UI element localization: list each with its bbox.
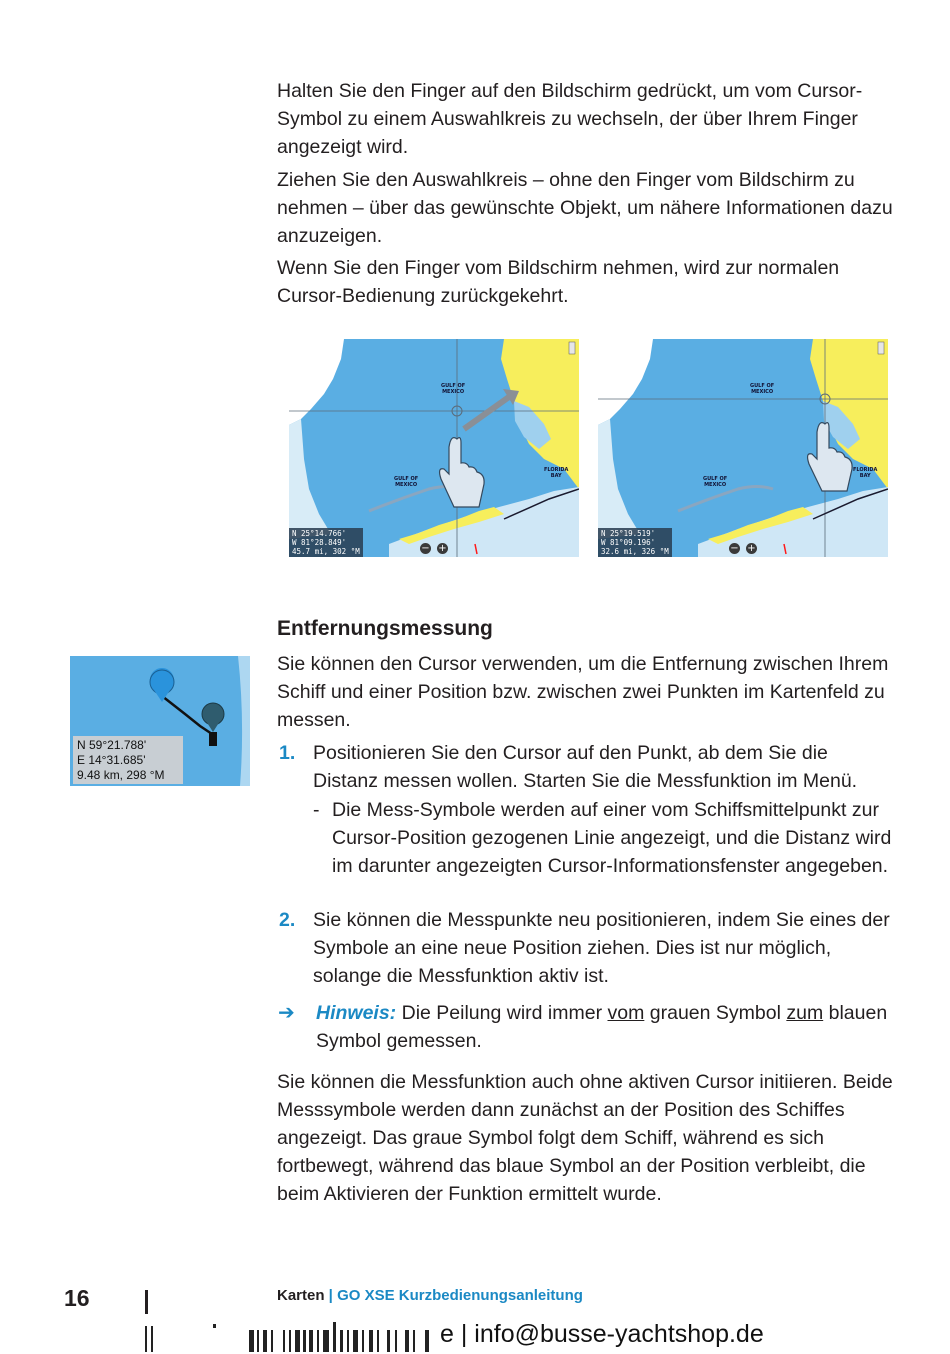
map-label-gulf-top: GULF OF MEXICO [750, 383, 775, 395]
step-1-text: Positionieren Sie den Cursor auf den Punkt, ab dem Sie die Distanz messen wollen. Starten Sie die Messfunktion im Menü. [313, 742, 858, 792]
map-label-gulf-mid: GULF OF MEXICO [394, 476, 419, 488]
sub-item-text: Die Mess-Symbole werden auf einer vom Schiffsmittelpunkt zur Cursor-Position gezogenen Linie angezeigt, und die Distanz wird im darunter angezeigten Cursor-Informationsfenster angegeben. [332, 799, 892, 877]
chart-screenshot-left [289, 339, 579, 557]
zoom-out-button[interactable]: − [421, 543, 430, 554]
chart-screenshot-right [598, 339, 888, 557]
sub-item-dash: - [313, 799, 320, 821]
note-paragraph: Hinweis: Die Peilung wird immer vom grauen Symbol zum blauen Symbol gemessen. [316, 1002, 888, 1052]
section-intro: Sie können den Cursor verwenden, um die Entfernung zwischen Ihrem Schiff und einer Position bzw. zwischen zwei Punkten im Kartenfeld zu messen. [277, 653, 889, 731]
step-2-text: Sie können die Messpunkte neu positionieren, indem Sie eines der Symbole an eine neue Position ziehen. Dies ist nur möglich, solange die Messfunktion aktiv ist. [313, 909, 890, 987]
intro-paragraph-3: Wenn Sie den Finger vom Bildschirm nehmen, wird zur normalen Cursor-Bedienung zurückgekehrt. [277, 257, 840, 307]
chart-map-graphic [598, 339, 888, 557]
chart-map-graphic [289, 339, 579, 557]
intro-paragraph-1: Halten Sie den Finger auf den Bildschirm gedrückt, um vom Cursor-Symbol zu einem Auswahlkreis zu wechseln, der über Ihrem Finger angezeigt wird. [277, 80, 863, 158]
zoom-out-button[interactable]: − [730, 543, 739, 554]
map-label-florida-bay: FLORIDA BAY [544, 467, 569, 479]
zoom-in-button[interactable]: + [747, 543, 756, 554]
zoom-in-button[interactable]: + [438, 543, 447, 554]
intro-paragraph-2: Ziehen Sie den Auswahlkreis – ohne den Finger vom Bildschirm zu nehmen – über das gewünschte Objekt, um nähere Informationen dazu anzuzeigen. [277, 169, 893, 247]
map-label-florida-bay: FLORIDA BAY [853, 467, 878, 479]
measure-illustration [70, 656, 250, 786]
page-number: 16 [64, 1285, 90, 1311]
footer-divider [145, 1290, 148, 1314]
step-1-number: 1. [279, 742, 296, 764]
step-2-number: 2. [279, 909, 296, 931]
footer-title: Karten | GO XSE Kurzbedienungsanleitung [277, 1287, 583, 1304]
map-label-gulf-top: GULF OF MEXICO [441, 383, 466, 395]
cursor-readout: N 25°19.519' W 81°09.196' 32.6 mi, 326 °M [598, 528, 672, 557]
note-arrow-icon: ➔ [278, 1002, 295, 1024]
measure-readout: N 59°21.788' E 14°31.685' 9.48 km, 298 °M [73, 736, 183, 784]
closing-paragraph: Sie können die Messfunktion auch ohne aktiven Cursor initiieren. Beide Messsymbole werden dann zunächst an der Position des Schiffes angezeigt. Das graue Symbol folgt dem Schiff, während es sich fortbewegt, während das blaue Symbol an der Position verbleibt, die beim Aktivieren der Funktion ermittelt wurde. [277, 1071, 893, 1205]
watermark-text: e | info@busse-yachtshop.de [440, 1320, 764, 1348]
cursor-readout: N 25°14.766' W 81°28.849' 45.7 mi, 302 °M [289, 528, 363, 557]
map-label-gulf-mid: GULF OF MEXICO [703, 476, 728, 488]
note-label: Hinweis: [316, 1002, 397, 1024]
section-title: Entfernungsmessung [277, 617, 493, 640]
